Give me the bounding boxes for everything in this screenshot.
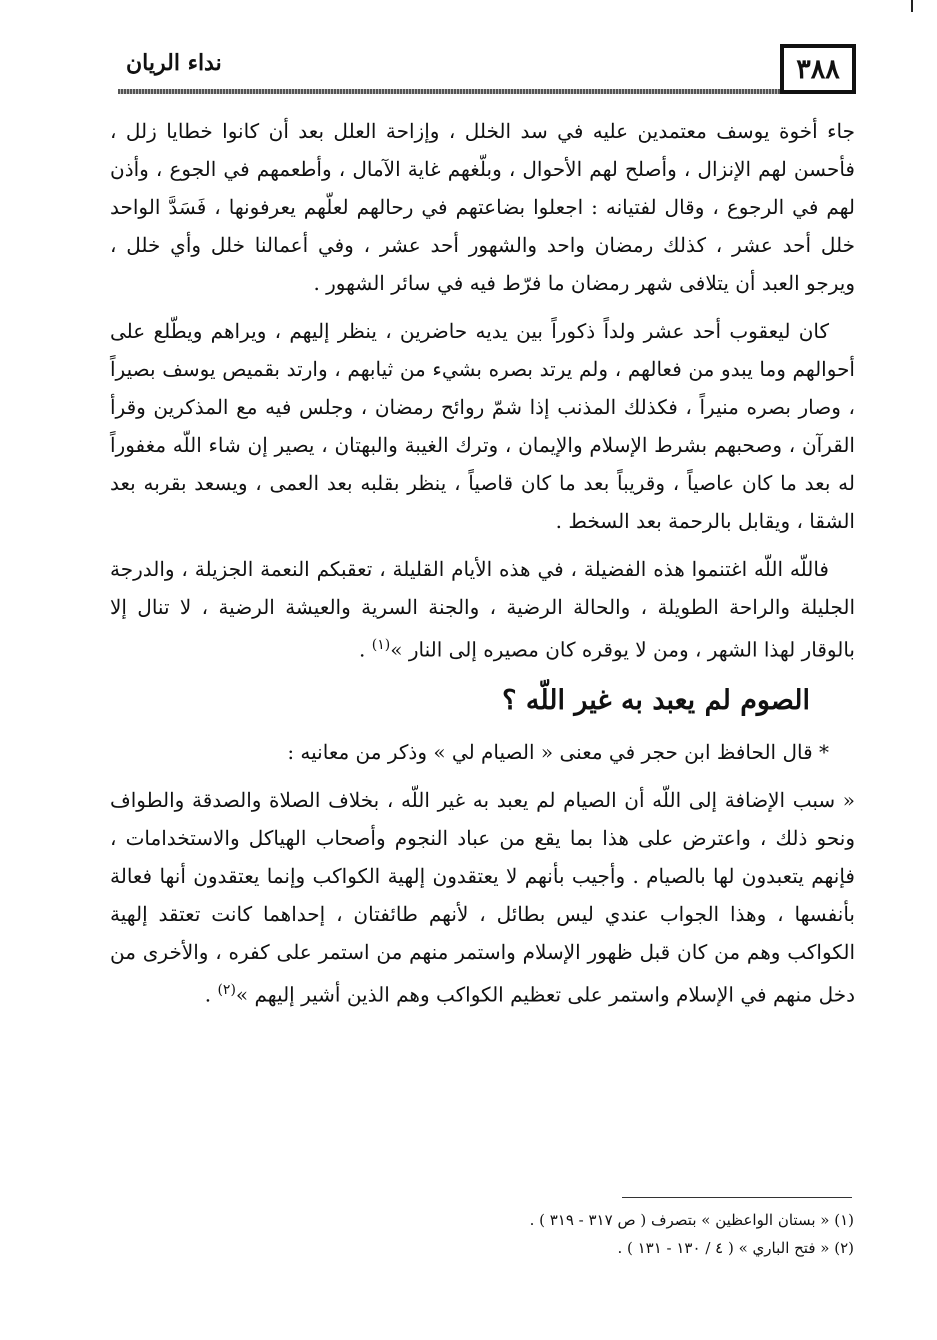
page-edge-mark [911, 0, 913, 12]
quote-body [110, 781, 855, 1014]
paragraph-3 [110, 550, 855, 669]
footnote-ref-2: (٢) [217, 981, 236, 998]
paragraph-3-text: فاللّه اللّه اغتنموا هذه الفضيلة ، في هذه الأيام القليلة ، تعقبكم النعمة الجزيلة ، والدرجة الجليلة والراحة الطويلة ، والحالة الرضية ، والجنة السرية والعيشة الرضية ، لا تنال إلا بالوقار لهذا الشهر ، ومن لا يوقره كان مصيره إلى النار » [110, 557, 855, 662]
footnotes [440, 1206, 854, 1262]
paragraph-2: كان ليعقوب أحد عشر ولداً ذكوراً بين يديه حاضرين ، ينظر إليهم ، ويراهم ويطّلع على أحوالهم وما يبدو من فعالهم ، ولم يرتد بصره بشيء من ثيابهم ، وارتد بقميص يوسف بصيراً ، وصار بصره منيراً ، فكذلك المذنب إذا شمّ روائح رمضان ، وجلس فيه مع المذكرين وقرأ القرآن ، وصحبهم بشرط الإسلام والإيمان ، وترك الغيبة والبهتان ، يصير إن شاء اللّه مغفوراً له بعد ما كان عاصياً ، وقريباً بعد ما كان قاصياً ، ينظر بقلبه بعد العمى ، ويسعد بقربه بعد الشقا ، ويقابل بالرحمة بعد السخط . [110, 319, 855, 533]
paragraph-1: جاء أخوة يوسف معتمدين عليه في سد الخلل ، وإزاحة العلل بعد أن كانوا خطايا زلل ، فأحسن لهم الإنزال ، وأصلح لهم الأحوال ، وبلّغهم غاية الآمال ، وأطعمهم في الجوع ، وأذن لهم في الرجوع ، وقال لفتيانه : اجعلوا بضاعتهم في رحالهم لعلّهم يعرفونها ، فَسَدَّ الواحد خلل أحد عشر ، كذلك رمضان واحد والشهور أحد عشر ، وفي أعمالنا خلل وأي خلل ، ويرجو العبد أن يتلافى شهر رمضان ما فرّط فيه في سائر الشهور . [110, 119, 855, 295]
paragraph-3-end: . [359, 637, 372, 662]
footnote-1: (١) « بستان الواعظين » بتصرف ( ص ٣١٧ - ٣١٩ ) . [529, 1211, 854, 1229]
footnote-2: (٢) « فتح الباري » ( ٤ / ١٣٠ - ١٣١ ) . [617, 1239, 854, 1257]
footnote-ref-1: (١) [371, 637, 391, 653]
quote-intro: * قال الحافظ ابن حجر في معنى « الصيام لي » وذكر من معانيه : [287, 739, 829, 764]
section-heading: الصوم لم يعبد به غير اللّه ؟ [502, 684, 810, 716]
running-header [118, 40, 856, 104]
footnote-separator [622, 1197, 852, 1198]
book-title: نداء الريان [126, 50, 222, 76]
quote-end: . [204, 982, 218, 1007]
quote-text: « سبب الإضافة إلى اللّه أن الصيام لم يعبد به غير اللّه ، بخلاف الصلاة والصدقة والطواف ونحو ذلك ، واعترض على هذا بما يقع من عباد النجوم وأصحاب الهياكل والاستخدامات ، فإنهم يتعبدون لها بالصيام . وأجيب بأنهم لا يعتقدون إلهية الكواكب وإنما يعتقدون أنها فعالة بأنفسها ، وهذا الجواب عندي ليس بطائل ، لأنهم طائفتان ، إحداهما كانت تعتقد إلهية الكواكب وهم من كان قبل ظهور الإسلام واستمر منهم من استمر على كفره ، والأخرى من دخل منهم في الإسلام واستمر على تعظيم الكواكب وهم الذين أشير إليهم » [110, 787, 855, 1007]
main-text [110, 112, 855, 1023]
page-number: ٣٨٨ [780, 44, 856, 94]
header-rule [118, 89, 786, 94]
